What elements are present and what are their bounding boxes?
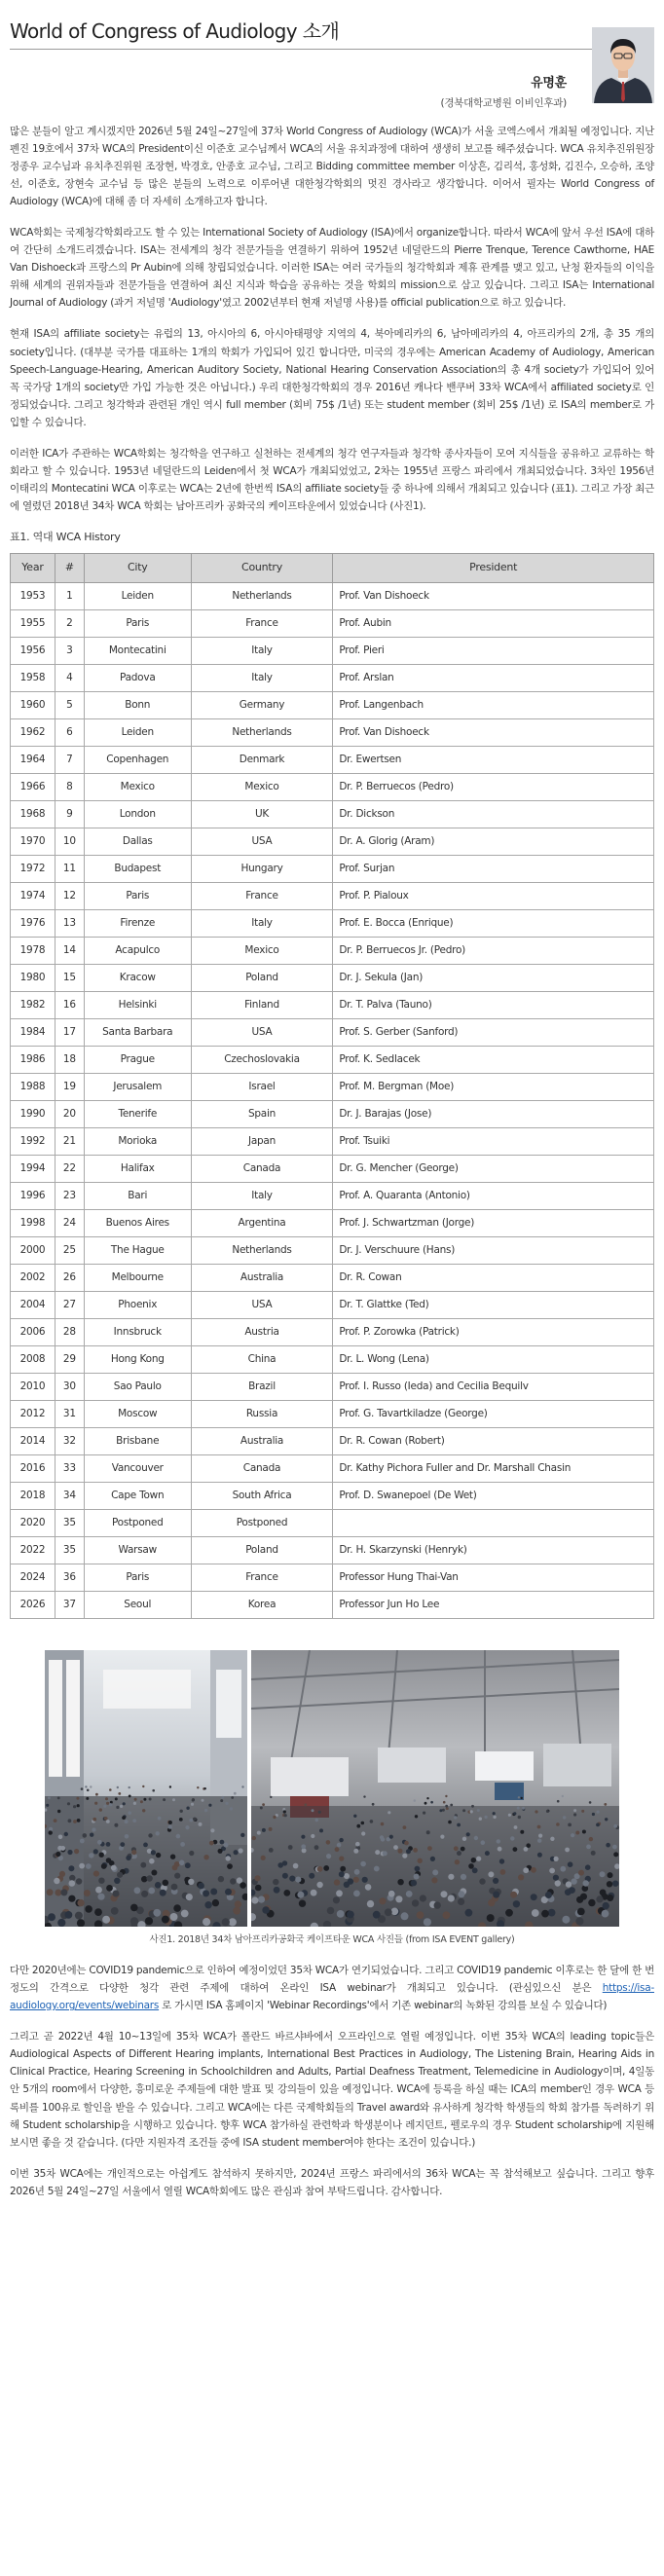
table-row <box>11 1100 654 1127</box>
cell-country: Netherlands <box>191 1236 333 1264</box>
wca-history-paragraph: 이러한 ICA가 주관하는 WCA학회는 청각학을 연구하고 실천하는 전세계의 청각 연구자들과 청각학 종사자들이 모여 지식들을 공유하고 교류하는 학회라고 할 수 있습니다. 1953년 네덜란드의 Leiden에서 첫 WCA가 개최되었었고, 2차는 1955년 프랑스 파리에서 개최되었습니다. 3차인 1956년 이태리의 Montecatini WCA 이후로는 WCA는 2년에 한번씩 ISA의 affiliate society들 중 하나에 의해서 개최되고 있습니다 (표1). 그리고 가장 최근에 열렸던 2018년 34차 WCA 학회는 남아프리카 공화국의 케이프타운에서 있었습니다 (사진1). <box>10 447 654 512</box>
table-row <box>11 1155 654 1182</box>
cell-country: USA <box>191 1291 333 1318</box>
cell-city: Budapest <box>84 855 191 882</box>
table-header-row <box>11 553 654 582</box>
table-row <box>11 1536 654 1564</box>
cell-country: USA <box>191 1018 333 1046</box>
cell-country: Poland <box>191 1536 333 1564</box>
cell-president: Prof. S. Gerber (Sanford) <box>333 1018 654 1046</box>
cell-president: Dr. Ewertsen <box>333 746 654 773</box>
cell-year: 2006 <box>11 1318 55 1345</box>
cell-country: UK <box>191 800 333 828</box>
cell-country: Italy <box>191 1182 333 1209</box>
table-row <box>11 1264 654 1291</box>
cell-president: Prof. Langenbach <box>333 691 654 718</box>
cell-city: Bonn <box>84 691 191 718</box>
cell-city: Mexico <box>84 773 191 800</box>
cell-president: Prof. Tsuiki <box>333 1127 654 1155</box>
cell-year: 1955 <box>11 609 55 637</box>
cell-president: Dr. P. Berruecos (Pedro) <box>333 773 654 800</box>
cell-year: 1964 <box>11 746 55 773</box>
exhibition-hall-photo <box>251 1650 619 1927</box>
cell-city: Cape Town <box>84 1482 191 1509</box>
table-row <box>11 1345 654 1373</box>
cell-country: Postponed <box>191 1509 333 1536</box>
cell-country: Netherlands <box>191 582 333 609</box>
cell-president: Prof. E. Bocca (Enrique) <box>333 909 654 937</box>
table-row <box>11 1182 654 1209</box>
cell-year: 1953 <box>11 582 55 609</box>
cell-country: Japan <box>191 1127 333 1155</box>
cell-number: 14 <box>55 937 84 964</box>
cell-number: 15 <box>55 964 84 991</box>
cell-president: Prof. I. Russo (Ieda) and Cecilia Bequilv <box>333 1373 654 1400</box>
cell-year: 1976 <box>11 909 55 937</box>
table-row <box>11 1046 654 1073</box>
table-row <box>11 746 654 773</box>
cell-number: 12 <box>55 882 84 909</box>
cell-number: 3 <box>55 637 84 664</box>
cell-country: China <box>191 1345 333 1373</box>
table-row <box>11 800 654 828</box>
cell-city: Leiden <box>84 582 191 609</box>
cell-president: Dr. G. Mencher (George) <box>333 1155 654 1182</box>
intro-paragraph: 많은 분들이 알고 계시겠지만 2026년 5월 24일~27일에 37차 World Congress of Audiology (WCA)가 서울 코엑스에서 개최될 예정입니다. 지난 펜진 19호에서 37차 WCA의 President이신 이준호 교수님께서 WCA의 서울 유치과정에 대하여 생생히 보고를 해주셨습니다. WCA 유치추진위원장 정종우 교수님과 유치추진위원 조장현, 박경호, 안종호 교수님, 그리고 Bidding committee member 이상흔, 김리석, 홍성화, 김진수, 오승하, 조양선, 이준호, 장현숙 교수님 등 많은 분들의 노력으로 이루어낸 대한청각학회의 멋진 경사라고 생각합니다. 이어서 필자는 World Congress of Audiology (WCA)에 대해 좀 더 자세히 소개하고자 합니다. <box>10 126 654 208</box>
cell-year: 2004 <box>11 1291 55 1318</box>
cell-city: London <box>84 800 191 828</box>
cell-country: Poland <box>191 964 333 991</box>
cell-number: 21 <box>55 1127 84 1155</box>
cell-city: Innsbruck <box>84 1318 191 1345</box>
cell-country: Mexico <box>191 937 333 964</box>
cell-city: Padova <box>84 664 191 691</box>
photo-caption: 사진1. 2018년 34차 남아프리카공화국 케이프타운 WCA 사진들 (from ISA EVENT gallery) <box>149 1933 515 1945</box>
cell-president: Dr. P. Berruecos Jr. (Pedro) <box>333 937 654 964</box>
cell-city: Sao Paulo <box>84 1373 191 1400</box>
cell-number: 33 <box>55 1454 84 1482</box>
cell-country: USA <box>191 828 333 855</box>
cell-president: Dr. J. Verschuure (Hans) <box>333 1236 654 1264</box>
table-row <box>11 937 654 964</box>
cell-number: 6 <box>55 718 84 746</box>
table-row <box>11 828 654 855</box>
cell-president <box>333 1509 654 1536</box>
cell-city: Acapulco <box>84 937 191 964</box>
cell-year: 1988 <box>11 1073 55 1100</box>
column-header-city: City <box>84 553 191 582</box>
cell-number: 11 <box>55 855 84 882</box>
cell-president: Prof. Pieri <box>333 637 654 664</box>
cell-number: 35 <box>55 1509 84 1536</box>
closing-paragraph: 이번 35차 WCA에는 개인적으로는 아쉽게도 참석하지 못하지만, 2024년 프랑스 파리에서의 36차 WCA는 꼭 참석해보고 싶습니다. 그리고 향후 2026년 5월 24일~27일 서울에서 열릴 WCA학회에도 많은 관심과 참여 부탁드립니다. 감사합니다. <box>10 2167 654 2197</box>
cell-country: Russia <box>191 1400 333 1427</box>
cell-year: 2012 <box>11 1400 55 1427</box>
cell-president: Dr. R. Cowan <box>333 1264 654 1291</box>
table-row <box>11 1591 654 1618</box>
table-row <box>11 1509 654 1536</box>
cell-year: 2008 <box>11 1345 55 1373</box>
table-row <box>11 964 654 991</box>
cell-year: 1978 <box>11 937 55 964</box>
cell-city: Morioka <box>84 1127 191 1155</box>
cell-president: Dr. T. Glattke (Ted) <box>333 1291 654 1318</box>
cell-city: Paris <box>84 882 191 909</box>
cell-year: 1966 <box>11 773 55 800</box>
column-header-president: President <box>333 553 654 582</box>
cell-president: Prof. Surjan <box>333 855 654 882</box>
cell-president: Prof. J. Schwartzman (Jorge) <box>333 1209 654 1236</box>
table-row <box>11 1482 654 1509</box>
cell-number: 18 <box>55 1046 84 1073</box>
cell-country: Germany <box>191 691 333 718</box>
table-row <box>11 609 654 637</box>
cell-year: 2016 <box>11 1454 55 1482</box>
cell-number: 35 <box>55 1536 84 1564</box>
cell-country: Netherlands <box>191 718 333 746</box>
cell-number: 23 <box>55 1182 84 1209</box>
cell-country: Denmark <box>191 746 333 773</box>
cell-country: Argentina <box>191 1209 333 1236</box>
cell-number: 20 <box>55 1100 84 1127</box>
crowd-hall-photo <box>45 1650 247 1927</box>
cell-city: Jerusalem <box>84 1073 191 1100</box>
cell-president: Professor Jun Ho Lee <box>333 1591 654 1618</box>
cell-city: The Hague <box>84 1236 191 1264</box>
cell-country: Canada <box>191 1155 333 1182</box>
cell-president: Prof. P. Zorowka (Patrick) <box>333 1318 654 1345</box>
table-row <box>11 1209 654 1236</box>
author-portrait-photo <box>592 27 654 103</box>
cell-president: Prof. Aubin <box>333 609 654 637</box>
cell-country: Mexico <box>191 773 333 800</box>
cell-year: 1994 <box>11 1155 55 1182</box>
author-affiliation: (경북대학교병원 이비인후과) <box>440 97 567 109</box>
table-row <box>11 637 654 664</box>
cell-year: 1970 <box>11 828 55 855</box>
cell-city: Warsaw <box>84 1536 191 1564</box>
cell-year: 1998 <box>11 1209 55 1236</box>
table-row <box>11 1018 654 1046</box>
table-row <box>11 1564 654 1591</box>
cell-year: 1980 <box>11 964 55 991</box>
covid-text-after-link: 로 가시면 ISA 홈페이지 'Webinar Recordings'에서 기존 webinar의 녹화된 강의를 보실 수 있습니다) <box>159 2000 608 2012</box>
cell-number: 29 <box>55 1345 84 1373</box>
cell-country: Czechoslovakia <box>191 1046 333 1073</box>
cell-country: Brazil <box>191 1373 333 1400</box>
cell-year: 2000 <box>11 1236 55 1264</box>
cell-country: France <box>191 609 333 637</box>
cell-city: Melbourne <box>84 1264 191 1291</box>
cell-number: 4 <box>55 664 84 691</box>
cell-city: Vancouver <box>84 1454 191 1482</box>
affiliate-paragraph: 현재 ISA의 affiliate society는 유럽의 13, 아시아의 6, 아시아태평양 지역의 4, 북아메리카의 6, 남아메리카의 4, 아프리카의 2개, 총 35 개의 society입니다. (대부분 국가를 대표하는 1개의 학회가 가입되어 있긴 합니다만, 미국의 경우에는 American Academy of Audiology, American Speech-Language-Hearing, American Auditory Society, National Hearing Conservation Association의 총 4개 society가 가입되어 있어 꼭 국가당 1개의 society만 가입 가능한 것은 아닙니다.) 우리 대한청각학회의 경우 2016년 캐나다 밴쿠버 33차 WCA에서 affiliated society로 인정되었습니다. 그리고 청각학과 관련된 개인 역시 full member (회비 75$ /1년) 또는 student member (회비 25$ /1년) 로 ISA의 member로 가입할 수 있습니다. <box>10 328 654 428</box>
table-body <box>11 582 654 1618</box>
cell-number: 13 <box>55 909 84 937</box>
cell-city: Prague <box>84 1046 191 1073</box>
column-header-number: # <box>55 553 84 582</box>
cell-president: Prof. M. Bergman (Moe) <box>333 1073 654 1100</box>
cell-country: Finland <box>191 991 333 1018</box>
cell-number: 24 <box>55 1209 84 1236</box>
cell-number: 2 <box>55 609 84 637</box>
cell-city: Tenerife <box>84 1100 191 1127</box>
cell-year: 1956 <box>11 637 55 664</box>
cell-president: Prof. A. Quaranta (Antonio) <box>333 1182 654 1209</box>
cell-number: 22 <box>55 1155 84 1182</box>
cell-president: Prof. Van Dishoeck <box>333 582 654 609</box>
cell-year: 1982 <box>11 991 55 1018</box>
table-row <box>11 1318 654 1345</box>
cell-year: 2026 <box>11 1591 55 1618</box>
cell-number: 16 <box>55 991 84 1018</box>
cell-number: 7 <box>55 746 84 773</box>
wca-history-table <box>10 553 654 1619</box>
table-row <box>11 1127 654 1155</box>
table-row <box>11 1400 654 1427</box>
title-divider <box>10 49 654 50</box>
table-row <box>11 909 654 937</box>
table-caption: 표1. 역대 WCA History <box>10 530 121 543</box>
author-name: 유명훈 <box>531 76 567 91</box>
cell-city: Halifax <box>84 1155 191 1182</box>
cell-year: 1960 <box>11 691 55 718</box>
cell-year: 1990 <box>11 1100 55 1127</box>
table-row <box>11 691 654 718</box>
cell-number: 19 <box>55 1073 84 1100</box>
cell-year: 1984 <box>11 1018 55 1046</box>
cell-city: Seoul <box>84 1591 191 1618</box>
covid-text-before-link: 다만 2020년에는 COVID19 pandemic으로 인하여 예정이었던 35차 WCA가 연기되었습니다. 그리고 COVID19 pandemic 이후로는 한 달에 한 번 정도의 간격으로 다양한 청각 관련 주제에 대하여 온라인 ISA webinar가 개최되고 있습니다. (관심있으신 분은 <box>10 1965 654 1995</box>
table-row <box>11 991 654 1018</box>
cell-president: Dr. T. Palva (Tauno) <box>333 991 654 1018</box>
table-row <box>11 773 654 800</box>
warsaw-paragraph: 그리고 곧 2022년 4월 10~13일에 35차 WCA가 폴란드 바르샤바에서 오프라인으로 열릴 예정입니다. 이번 35차 WCA의 leading topic들은 Audiological Aspects of Different Hearing implants, International Best Practices in Audiology, The Listening Brain, Hearing Aids in Clinical Practice, Hearing Screening in Schoolchildren and Adults, Partial Deafness Treatment, Telemedicine in Audiology이며, 4일동안 5개의 room에서 다양한, 흥미로운 주제들에 대한 발표 및 강의들이 있을 예정입니다. WCA에 등록을 하실 때는 ICA의 member인 경우 WCA 등록비를 100유로 할인을 받을 수 있습니다. 그리고 WCA에는 다른 국제학회들의 Travel award와 유사하게 청각학 학생들의 학회 참가를 독려하기 위해 Student scholarship을 시행하고 있습니다. 향후 WCA 참가하실 관련학과 학생분이나 레지던트, 펠로우의 경우 Student scholarship에 지원해보시면 좋을 것 같습니다. (다만 지원자격 조건들 중에 ISA student member여야 한다는 조건이 있습니다.) <box>10 2031 654 2149</box>
cell-president: Dr. A. Glorig (Aram) <box>333 828 654 855</box>
table-row <box>11 718 654 746</box>
cell-year: 2022 <box>11 1536 55 1564</box>
cell-president: Prof. Arslan <box>333 664 654 691</box>
cell-president: Dr. Dickson <box>333 800 654 828</box>
cell-country: Hungary <box>191 855 333 882</box>
cell-year: 1968 <box>11 800 55 828</box>
cell-president: Prof. Van Dishoeck <box>333 718 654 746</box>
cell-city: Kracow <box>84 964 191 991</box>
cell-year: 2018 <box>11 1482 55 1509</box>
cell-city: Postponed <box>84 1509 191 1536</box>
cell-city: Copenhagen <box>84 746 191 773</box>
cell-city: Santa Barbara <box>84 1018 191 1046</box>
cell-city: Paris <box>84 1564 191 1591</box>
cell-number: 27 <box>55 1291 84 1318</box>
photo-gallery <box>45 1650 619 1927</box>
article-header <box>0 16 664 123</box>
cell-city: Bari <box>84 1182 191 1209</box>
cell-number: 9 <box>55 800 84 828</box>
cell-year: 2020 <box>11 1509 55 1536</box>
cell-city: Brisbane <box>84 1427 191 1454</box>
cell-president: Professor Hung Thai-Van <box>333 1564 654 1591</box>
table-row <box>11 1373 654 1400</box>
cell-city: Moscow <box>84 1400 191 1427</box>
cell-year: 1962 <box>11 718 55 746</box>
page-title: World of Congress of Audiology 소개 <box>10 19 340 43</box>
isa-paragraph: WCA학회는 국제청각학회라고도 할 수 있는 International Society of Audiology (ISA)에서 organize합니다. 따라서 WCA에 앞서 우선 ISA에 대하여 간단히 소개드리겠습니다. ISA는 전세계의 청각 전문가들을 연결하기 위하여 1952년 네덜란드의 Pierre Trenque, Terence Cawthorne, HAE Van Dishoeck과 프랑스의 Pr Aubin에 의해 창립되었습니다. 이러한 ISA는 여러 국가들의 청각학회과 제휴 관계를 맺고 있고, 난청 환자들의 이익을 위해 세계의 권위자들과 전문가들을 연결하여 최신 지식과 학습을 공유하는 것을 학회의 mission으로 삼고 있습니다. 그리고 ISA는 International Journal of Audiology (과거 저널명 'Audiology'였고 2002년부터 현재 저널명 사용)를 official publication으로 하고 있습니다. <box>10 227 654 310</box>
table-row <box>11 1427 654 1454</box>
cell-year: 1974 <box>11 882 55 909</box>
isa-webinar-link[interactable]: https://isa-audiology.org/events/webinars <box>10 1982 654 2012</box>
cell-number: 28 <box>55 1318 84 1345</box>
cell-city: Paris <box>84 609 191 637</box>
cell-country: France <box>191 882 333 909</box>
table-row <box>11 582 654 609</box>
cell-country: Italy <box>191 909 333 937</box>
cell-president: Prof. D. Swanepoel (De Wet) <box>333 1482 654 1509</box>
cell-number: 37 <box>55 1591 84 1618</box>
cell-country: Australia <box>191 1264 333 1291</box>
cell-president: Dr. R. Cowan (Robert) <box>333 1427 654 1454</box>
cell-number: 26 <box>55 1264 84 1291</box>
cell-city: Montecatini <box>84 637 191 664</box>
cell-number: 1 <box>55 582 84 609</box>
cell-country: France <box>191 1564 333 1591</box>
cell-city: Helsinki <box>84 991 191 1018</box>
cell-country: Canada <box>191 1454 333 1482</box>
table-row <box>11 1291 654 1318</box>
cell-president: Prof. P. Pialoux <box>333 882 654 909</box>
cell-city: Buenos Aires <box>84 1209 191 1236</box>
column-header-country: Country <box>191 553 333 582</box>
cell-country: South Africa <box>191 1482 333 1509</box>
cell-president: Dr. J. Sekula (Jan) <box>333 964 654 991</box>
table-row <box>11 664 654 691</box>
cell-number: 17 <box>55 1018 84 1046</box>
cell-country: Australia <box>191 1427 333 1454</box>
cell-city: Dallas <box>84 828 191 855</box>
cell-city: Phoenix <box>84 1291 191 1318</box>
cell-country: Austria <box>191 1318 333 1345</box>
cell-year: 2010 <box>11 1373 55 1400</box>
cell-president: Dr. J. Barajas (Jose) <box>333 1100 654 1127</box>
cell-president: Dr. Kathy Pichora Fuller and Dr. Marshall Chasin <box>333 1454 654 1482</box>
cell-year: 2002 <box>11 1264 55 1291</box>
cell-number: 34 <box>55 1482 84 1509</box>
cell-country: Israel <box>191 1073 333 1100</box>
cell-number: 32 <box>55 1427 84 1454</box>
cell-number: 31 <box>55 1400 84 1427</box>
cell-number: 36 <box>55 1564 84 1591</box>
cell-number: 25 <box>55 1236 84 1264</box>
cell-number: 8 <box>55 773 84 800</box>
cell-number: 30 <box>55 1373 84 1400</box>
cell-city: Firenze <box>84 909 191 937</box>
cell-city: Hong Kong <box>84 1345 191 1373</box>
table-row <box>11 882 654 909</box>
cell-year: 1958 <box>11 664 55 691</box>
cell-city: Leiden <box>84 718 191 746</box>
cell-year: 1986 <box>11 1046 55 1073</box>
cell-year: 2014 <box>11 1427 55 1454</box>
table-row <box>11 1236 654 1264</box>
cell-number: 10 <box>55 828 84 855</box>
cell-country: Korea <box>191 1591 333 1618</box>
table-row <box>11 1073 654 1100</box>
covid-paragraph <box>0 1962 664 2014</box>
cell-president: Prof. G. Tavartkiladze (George) <box>333 1400 654 1427</box>
cell-year: 1996 <box>11 1182 55 1209</box>
cell-country: Italy <box>191 664 333 691</box>
table-row <box>11 1454 654 1482</box>
column-header-year: Year <box>11 553 55 582</box>
cell-country: Italy <box>191 637 333 664</box>
table-row <box>11 855 654 882</box>
cell-number: 5 <box>55 691 84 718</box>
cell-year: 1972 <box>11 855 55 882</box>
cell-country: Spain <box>191 1100 333 1127</box>
cell-year: 1992 <box>11 1127 55 1155</box>
cell-president: Dr. L. Wong (Lena) <box>333 1345 654 1373</box>
cell-president: Prof. K. Sedlacek <box>333 1046 654 1073</box>
cell-president: Dr. H. Skarzynski (Henryk) <box>333 1536 654 1564</box>
cell-year: 2024 <box>11 1564 55 1591</box>
